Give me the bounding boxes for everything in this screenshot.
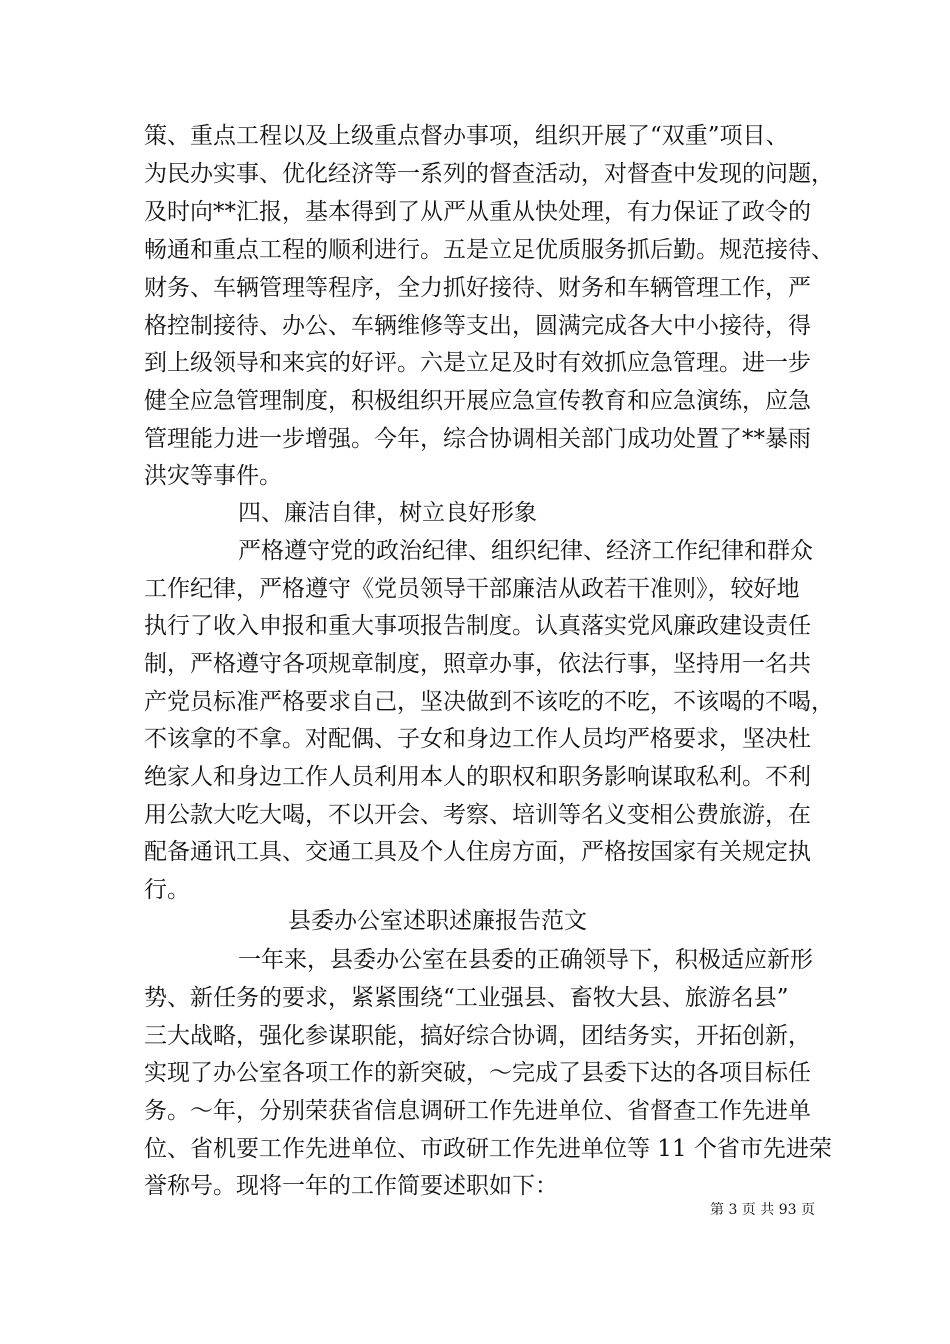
paragraph-1-line-5: 财务、车辆管理等程序，全力抓好接待、财务和车辆管理工作，严 — [144, 275, 811, 301]
paragraph-2-line-8: 用公款大吃大喝，不以开会、考察、培训等名义变相公费旅游，在 — [144, 802, 811, 828]
page-number-footer: 第 3 页 共 93 页 — [710, 1202, 815, 1218]
paragraph-1-line-7: 到上级领导和来宾的好评。六是立足及时有效抓应急管理。进一步 — [144, 350, 811, 376]
paragraph-3-line-7: 誉称号。现将一年的工作简要述职如下： — [144, 1173, 558, 1199]
paragraph-1-line-1: 策、重点工程以及上级重点督办事项，组织开展了“双重”项目、 — [144, 123, 789, 149]
section-heading: 四、廉洁自律，树立良好形象 — [238, 500, 537, 526]
paragraph-3-line-6: 位、省机要工作先进单位、市政研工作先进单位等 11 个省市先进荣 — [144, 1136, 832, 1162]
paragraph-1-line-8: 健全应急管理制度，积极组织开展应急宣传教育和应急演练，应急 — [144, 388, 811, 414]
paragraph-1-line-6: 格控制接待、办公、车辆维修等支出，圆满完成各大中小接待，得 — [144, 313, 811, 339]
paragraph-2-line-2: 工作纪律，严格遵守《党员领导干部廉洁从政若干准则》，较好地 — [144, 576, 800, 602]
paragraph-2-line-1: 严格遵守党的政治纪律、组织纪律、经济工作纪律和群众 — [238, 538, 813, 564]
paragraph-2-line-4: 制，严格遵守各项规章制度，照章办事，依法行事，坚持用一名共 — [144, 651, 811, 677]
paragraph-2-line-7: 绝家人和身边工作人员利用本人的职权和职务影响谋取私利。不利 — [144, 764, 811, 790]
paragraph-3-line-5: 务。～年，分别荣获省信息调研工作先进单位、省督查工作先进单 — [144, 1098, 811, 1124]
paragraph-2-line-5: 产党员标准严格要求自己，坚决做到不该吃的不吃，不该喝的不喝， — [144, 689, 834, 715]
paragraph-1-line-3: 及时向**汇报，基本得到了从严从重从快处理，有力保证了政令的 — [144, 199, 811, 225]
paragraph-3-line-1: 一年来，县委办公室在县委的正确领导下，积极适应新形 — [238, 947, 813, 973]
paragraph-3-line-2: 势、新任务的要求，紧紧围绕“工业强县、畜牧大县、旅游名县” — [144, 985, 789, 1011]
paragraph-1-line-10: 洪灾等事件。 — [144, 463, 282, 489]
paragraph-1-line-2: 为民办实事、优化经济等一系列的督查活动，对督查中发现的问题， — [144, 161, 834, 187]
paragraph-3-line-3: 三大战略，强化参谋职能，搞好综合协调，团结务实，开拓创新， — [144, 1023, 811, 1049]
paragraph-1-line-9: 管理能力进一步增强。今年，综合协调相关部门成功处置了**暴雨 — [144, 426, 811, 452]
paragraph-2-line-9: 配备通讯工具、交通工具及个人住房方面，严格按国家有关规定执 — [144, 839, 811, 865]
paragraph-2-line-6: 不该拿的不拿。对配偶、子女和身边工作人员均严格要求，坚决杜 — [144, 726, 811, 752]
paragraph-3-line-4: 实现了办公室各项工作的新突破，～完成了县委下达的各项目标任 — [144, 1060, 811, 1086]
paragraph-1-line-4: 畅通和重点工程的顺利进行。五是立足优质服务抓后勤。规范接待、 — [144, 237, 834, 263]
article-title: 县委办公室述职述廉报告范文 — [288, 908, 587, 934]
paragraph-2-line-10: 行。 — [144, 877, 190, 903]
paragraph-2-line-3: 执行了收入申报和重大事项报告制度。认真落实党风廉政建设责任 — [144, 613, 811, 639]
